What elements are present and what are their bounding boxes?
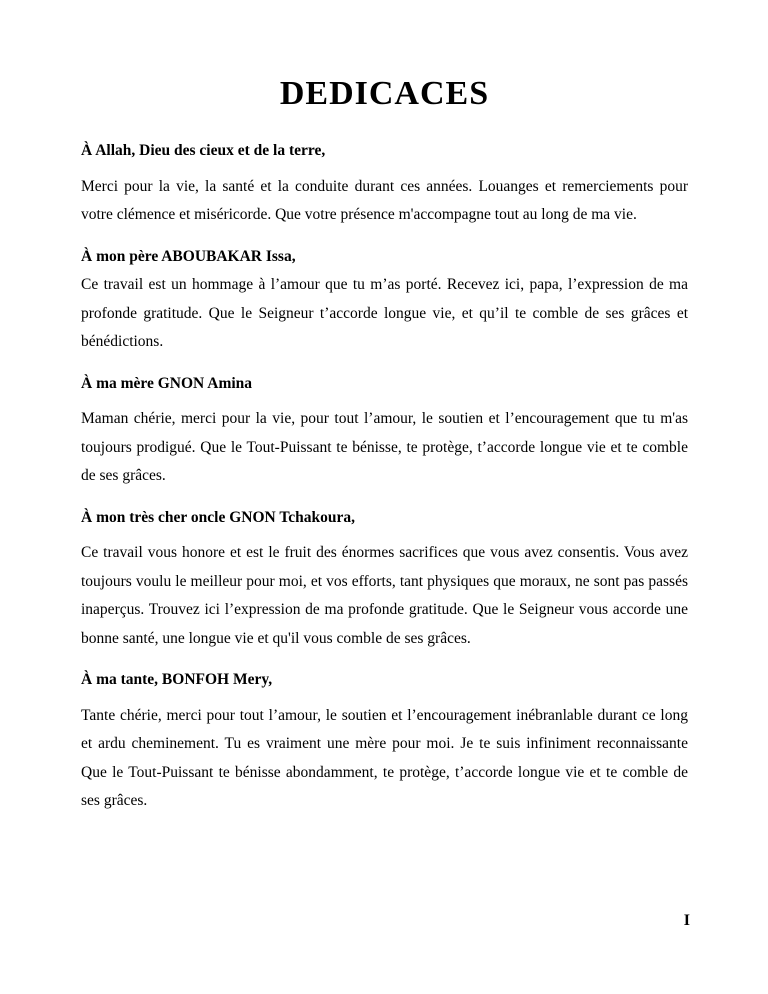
section-paragraph: Ce travail vous honore et est le fruit des énormes sacrifices que vous avez consentis. Vous avez toujours voulu le meilleur pour moi, et vos efforts, tant physiques que moraux, ne sont pas passés inaperçus. Trouvez ici l’expression de ma profonde gratitude. Que le Seigneur vous accorde une bonne santé, une longue vie et qu'il vous comble de ses grâces. — [81, 544, 688, 647]
dedication-section-pere — [81, 243, 688, 357]
dedication-section-tante — [81, 666, 688, 816]
section-paragraph: Ce travail est un hommage à l’amour que tu m’as porté. Recevez ici, papa, l’expression de ma profonde gratitude. Que le Seigneur t’accorde longue vie, et qu’il te comble de ses grâces et bénédictions. — [81, 276, 688, 351]
section-paragraph: Tante chérie, merci pour tout l’amour, le soutien et l’encouragement inébranlable durant ce long et ardu cheminement. Tu es vraiment une mère pour moi. Je te suis infiniment reconnaissante Que le Tout-Puissant te bénisse abondamment, te protège, t’accorde longue vie et te comble de ses grâces. — [81, 706, 688, 810]
dedication-section-mere — [81, 370, 688, 491]
section-paragraph: Maman chérie, merci pour la vie, pour tout l’amour, le soutien et l’encouragement que tu m'as toujours prodigué. Que le Tout-Puissant te bénisse, te protège, t’accorde longue vie et te comble de ses grâces. — [81, 410, 688, 485]
dedication-section-allah — [81, 137, 688, 230]
dedication-section-oncle — [81, 504, 688, 654]
section-heading: À mon père ABOUBAKAR Issa, — [81, 247, 296, 265]
section-heading: À Allah, Dieu des cieux et de la terre, — [81, 142, 326, 160]
section-heading: À ma tante, BONFOH Mery, — [81, 671, 273, 689]
page-number: I — [683, 912, 690, 929]
section-paragraph: Merci pour la vie, la santé et la conduite durant ces années. Louanges et remerciements pour votre clémence et miséricorde. Que votre présence m'accompagne tout au long de ma vie. — [81, 177, 688, 224]
section-heading: À ma mère GNON Amina — [81, 374, 253, 392]
section-heading: À mon très cher oncle GNON Tchakoura, — [81, 508, 355, 526]
page-title: DEDICACES — [279, 75, 490, 112]
